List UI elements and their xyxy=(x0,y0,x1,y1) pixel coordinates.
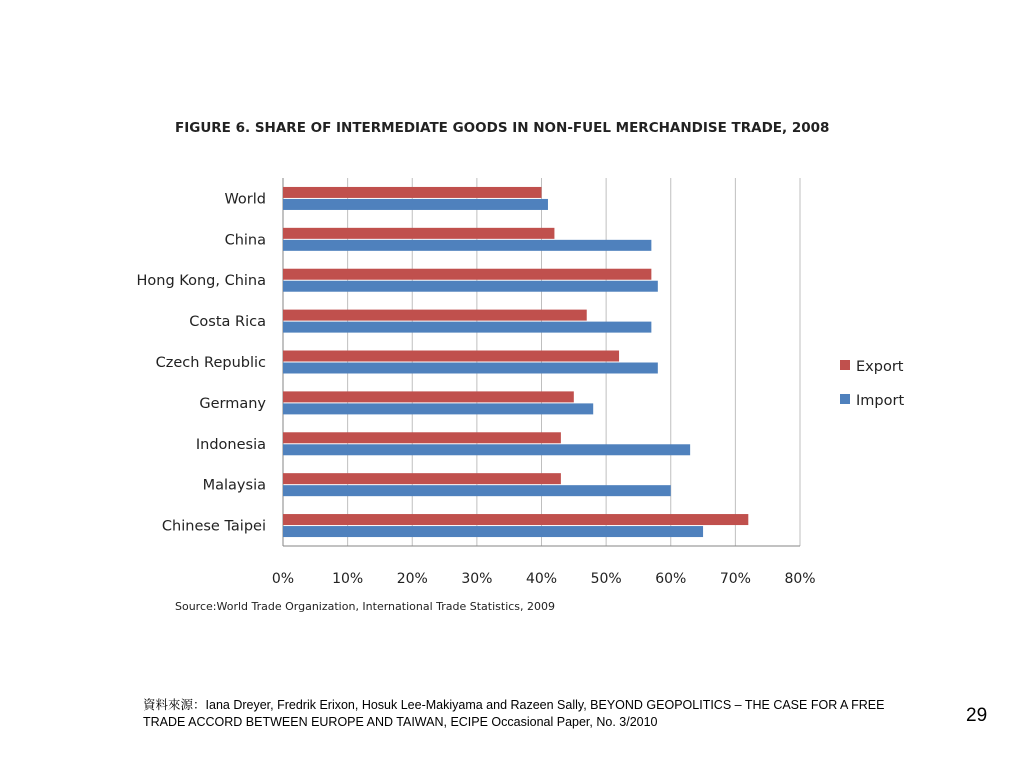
x-tick-label: 40% xyxy=(525,571,558,587)
bar-export-malaysia xyxy=(283,473,561,484)
bar-export-chinese-taipei xyxy=(283,514,748,525)
bar-import-indonesia xyxy=(283,444,690,455)
bar-import-hong-kong-china xyxy=(283,281,658,292)
x-tick-label: 30% xyxy=(461,571,493,587)
bar-import-china xyxy=(283,240,651,251)
bar-import-malaysia xyxy=(283,485,671,496)
x-tick-label: 20% xyxy=(396,571,428,587)
bars xyxy=(283,187,748,537)
bar-import-czech-republic xyxy=(283,363,658,374)
category-label: Indonesia xyxy=(195,436,266,453)
bar-export-germany xyxy=(283,391,574,402)
legend-label-import: Import xyxy=(856,393,905,409)
x-tick-label: 10% xyxy=(332,571,364,587)
legend-swatch-export xyxy=(840,360,850,370)
bar-import-germany xyxy=(283,403,593,414)
bar-export-hong-kong-china xyxy=(283,269,651,280)
category-label: Czech Republic xyxy=(155,355,266,371)
bar-export-indonesia xyxy=(283,432,561,443)
legend-swatch-import xyxy=(840,394,850,404)
chart-source-note: Source:World Trade Organization, International Trade Statistics, 2009 xyxy=(175,600,556,613)
page-number: 29 xyxy=(966,705,988,726)
bar-import-chinese-taipei xyxy=(283,526,703,537)
legend xyxy=(840,359,904,409)
citation xyxy=(143,697,923,731)
category-label: Costa Rica xyxy=(189,314,266,331)
x-tick-label: 70% xyxy=(719,571,751,587)
x-tick-label: 60% xyxy=(655,571,687,587)
legend-label-export: Export xyxy=(856,359,904,375)
x-tick-labels xyxy=(272,571,816,587)
bar-import-world xyxy=(283,199,548,210)
category-label: Hong Kong, China xyxy=(136,273,266,290)
category-label: China xyxy=(224,232,266,249)
bar-export-china xyxy=(283,228,554,239)
bar-export-costa-rica xyxy=(283,310,587,321)
category-label: Chinese Taipei xyxy=(161,518,266,535)
category-label: Germany xyxy=(199,395,266,412)
x-tick-label: 50% xyxy=(590,571,622,587)
x-tick-label: 80% xyxy=(784,571,816,587)
category-labels xyxy=(137,191,267,534)
category-label: Malaysia xyxy=(202,477,266,494)
bar-import-costa-rica xyxy=(283,322,651,333)
citation-text: Iana Dreyer, Fredrik Erixon, Hosuk Lee-Makiyama and Razeen Sally, BEYOND GEOPOLITICS – THE CASE FOR A FREE TRADE ACCORD BETWEEN EUROPE AND TAIWAN, ECIPE Occasional Paper, No. 3/2010 xyxy=(143,698,885,729)
bar-export-czech-republic xyxy=(283,351,619,362)
bar-export-world xyxy=(283,187,542,198)
citation-prefix: 資料來源： xyxy=(143,698,206,712)
category-label: World xyxy=(224,191,266,208)
chart-title: FIGURE 6. SHARE OF INTERMEDIATE GOODS IN NON-FUEL MERCHANDISE TRADE, 2008 xyxy=(175,120,830,136)
x-tick-label: 0% xyxy=(271,571,295,587)
